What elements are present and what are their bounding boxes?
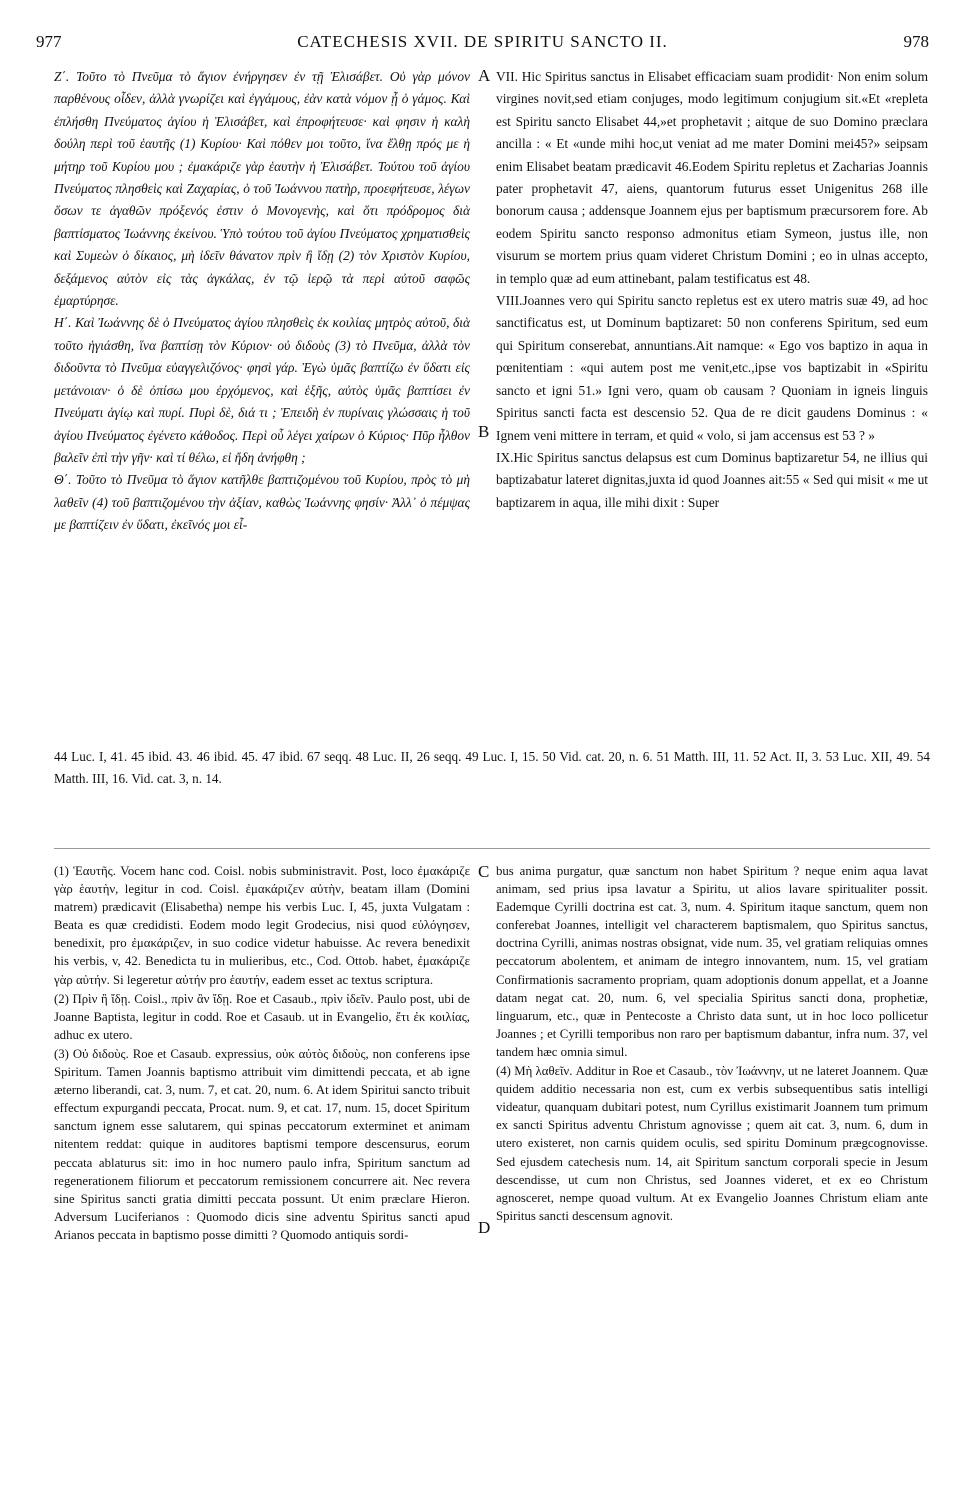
scripture-references: 44 Luc. I, 41. 45 ibid. 43. 46 ibid. 45. 47 ibid. 67 seqq. 48 Luc. II, 26 seqq. 49 Luc. I, 15. 50 Vid. cat. 20, n. 6. 51 Matth. III, 11. 52 Act. II, 3. 53 Luc. XII, 49. 54 Matth. III, 16. Vid. cat. 3, n. 14. bbox=[54, 749, 930, 786]
greek-text-column bbox=[54, 66, 470, 738]
greek-paragraph: Θ΄. Τοῦτο τὸ Πνεῦμα τὸ ἅγιον κατῆλθε βαπτιζομένου τοῦ Κυρίου, πρὸς τὸ μὴ λαθεῖν (4) τοῦ βαπτιζομένου τὴν ἀξίαν, καθὼς Ἰωάννης φησίν· Ἀλλ᾿ ὁ πέμψας με βαπτίζειν ἐν ὕδατι, ἐκεῖνός μοι εἶ- bbox=[54, 472, 470, 533]
greek-paragraph: Η΄. Καὶ Ἰωάννης δὲ ὁ Πνεύματος ἁγίου πλησθεὶς ἐκ κοιλίας μητρὸς αὐτοῦ, διὰ τοῦτο ἡγιάσθη, ἵνα βαπτίσῃ τὸν Κύριον· οὐ διδοὺς (3) τὸ Πνεῦμα, ἀλλὰ τὸν διδοῦντα τὸ Πνεῦμα εὐαγγελιζόνος· φησὶ γάρ. Ἐγὼ ὑμᾶς βαπτίζω ἐν ὕδατι εἰς μετάνοιαν· ὁ δὲ ὀπίσω μου ἐρχόμενος, καὶ ἑξῆς, αὐτὸς ὑμᾶς βαπτίσει ἐν Πνεύματι ἁγίῳ καὶ πυρί. Πυρὶ δὲ, διά τι ; Ἐπειδὴ ἐν πυρίναις γλώσσαις ἡ τοῦ ἁγίου Πνεύματος ἐγένετο κάθοδος. Περὶ οὗ λέγει χαίρων ὁ Κύριος· Πῦρ ἦλθον βαλεῖν ἐπὶ τὴν γῆν· καὶ τί θέλω, εἰ ἤδη ἀνήφθη ; bbox=[54, 315, 470, 465]
latin-paragraph: VIII.Joannes vero qui Spiritu sancto repletus est ex utero matris suæ 49, ad hoc sanctificatus est, ut Dominum baptizaret: 50 non conferens Spiritum, sed eum qui Spiritum conserebat, annuntians.Ait namque: « Ego vos baptizo in aqua in pœnitentiam : «qui autem post me venit,etc.,ipse vos baptizabit in «Spiritu sancto et igni 51.» Igni vero, quam ob causam ? Quoniam in igneis linguis Spiritus sancti facta est descensio 52. Qua de re dicit gaudens Dominus : « Ignem veni mittere in terram, et quid « volo, si jam accensus est 53 ? » bbox=[496, 293, 928, 443]
latin-paragraph: VII. Hic Spiritus sanctus in Elisabet efficaciam suam prodidit· Non enim solum virgines novit,sed etiam conjuges, modo legitimum conjugium sit.«Et «repleta est Spiritu sancto Elisabet 44,»et prophetavit ; aitque de suo Domino præclara ancilla : « Et «unde mihi hoc,ut veniat ad me mater Domini mei45?» seipsam enim Elisabet beatam prædicavit 46.Eodem Spiritu repletus et Zacharias Joannis pater prophetavit 47, aiens, quantorum futurus esset Unigenitus 268 ille bonorum causa ; addensque Joannem ejus per baptismum præcursorem fore. Ab eodem Spiritu sancto responso admonitus etiam Symeon, justus ille, non visurum se mortem prius quam videret Christum Domini ; eo in ulnas accepto, in templo quæ ad eum attinebant, palam testificatus est 48. bbox=[496, 69, 928, 286]
page-number-left: 977 bbox=[36, 32, 62, 51]
footnote: (2) Πρὶν ἢ ἴδῃ. Coisl., πρὶν ἂν ἴδῃ. Roe et Casaub., πρὶν ἰδεῖν. Paulo post, ubi de Joanne Baptista, legitur in codd. Roe et Casaub. ut in Evangelio, ἔτι ἐκ κοιλίας, adhuc ex utero. bbox=[54, 991, 470, 1042]
page-number-right: 978 bbox=[903, 32, 929, 51]
latin-text-column bbox=[496, 66, 928, 738]
running-header bbox=[0, 32, 965, 60]
section-marker-d: D bbox=[478, 1218, 491, 1237]
section-marker-b: B bbox=[478, 422, 490, 441]
footnote: (4) Μὴ λαθεῖν. Additur in Roe et Casaub., τὸν Ἰωάννην, ut ne lateret Joannem. Quæ quidem additio necessaria non est, cum ex verbis subsequentibus satis intelligi videatur, quanquam dubitari potest, num Cyrillus existimarit Joannem tum primum ex sancti Spiritus adventu Christum agnovisse ; quem ait cat. 3, num. 6, dum in utero existeret, non carnis quidem oculis, sed spiritu Dominum prægcognovisse. Sed ejusdem catechesis num. 14, ait Spiritum sanctum corporali specie in Jesum descendisse, ut cum non Christus, sed Joannes videret, et ex eo Christum agnosceret, nempe quoad vultum. At ex Evangelio Joannes Christum eliam ante Spiritus sancti descensum agnovit. bbox=[496, 1064, 928, 1223]
footnote: (1) Ἑαυτῆς. Vocem hanc cod. Coisl. nobis subministravit. Post, loco ἐμακάριζε γὰρ ἑαυτὴν, legitur in cod. Coisl. ἐμακάριζεν αὐτὴν, beatam illam (Domini matrem) prædicavit (Elisabetha) nempe his verbis Luc. I, 45, juxta Vulgatam : Beata es quæ credidisti. Eodem modo legit Grodecius, nisi quod εὐλόγησεν, benedixit, pro ἐμακάριζεν, in suo codice videtur habuisse. Ac revera benedixit his verbis, v, 42. Benedicta tu in mulieribus, etc., Cod. Ottob. habet, ἐμακάριζε γὰρ αὐτήν. Si legeretur αὐτήν pro ἑαυτήν, eadem esset ac textus scriptura. bbox=[54, 864, 470, 987]
greek-paragraph: Ζ΄. Τοῦτο τὸ Πνεῦμα τὸ ἅγιον ἐνήργησεν ἐν τῇ Ἐλισάβετ. Οὐ γὰρ μόνον παρθένους οἶδεν, ἀλλὰ γνωρίζει καὶ ἐγγάμους, ἐὰν κατὰ νόμον ᾖ ὁ γάμος. Καὶ ἐπλήσθη Πνεύματος ἁγίου ἡ Ἐλισάβετ, καὶ ἐπροφήτευσε· καὶ φησιν ἡ καλὴ δούλη περὶ τοῦ ἑαυτῆς (1) Κυρίου· Καὶ πόθεν μοι τοῦτο, ἵνα ἔλθῃ πρός με ἡ μήτηρ τοῦ Κυρίου μου ; ἐμακάριζε γὰρ ἑαυτὴν ἡ Ἐλισάβετ. Τούτου τοῦ ἁγίου Πνεύματος πλησθεὶς καὶ Ζαχαρίας, ὁ τοῦ Ἰωάννου πατὴρ, προεφήτευσε, λέγων ὅσων τε ἀγαθῶν πρόξενός ἐστιν ὁ Μονογενὴς, καὶ ὅτι πρόδρομος διὰ βαπτίσματος Ἰωάννης ἐκείνου. Ὑπὸ τούτου τοῦ ἁγίου Πνεύματος χρηματισθεὶς καὶ Συμεὼν ὁ δίκαιος, μὴ ἰδεῖν θάνατον πρὶν ἢ ἴδῃ (2) τὸν Χριστὸν Κυρίου, δεξάμενος αὐτὸν εἰς τὰς ἀγκάλας, ἐν τῷ ἱερῷ τὰ περὶ αὐτοῦ σαφῶς ἐμαρτύρησε. bbox=[54, 69, 470, 309]
latin-paragraph: IX.Hic Spiritus sanctus delapsus est cum Dominus baptizaretur 54, ne illius qui baptizabatur lateret dignitas,juxta id quod Joannes ait:55 « Sed qui misit « me ut baptizarem in aqua, ille mihi dixit : Super bbox=[496, 449, 928, 510]
section-marker-c: C bbox=[478, 862, 490, 881]
footnote: bus anima purgatur, quæ sanctum non habet Spiritum ? neque enim aqua lavat animam, sed prius ipsa lavatur a Spiritu, ut alios lavare spiritualiter possit. Eademque Cyrilli doctrina est cat. 3, num. 4. Spiritum itaque sanctum, quem non conferebat Joannes, intelligit vel characterem baptismalem, quo Spiritus sanctus, doctrina Cyrilli, animas nostras obsignat, vide num. 35, vel gratiam reliquias omnes peccatorum abolentem, et animam de integro innovantem, num. 15, vel gratiam Confirmationis sacramento propriam, quam adoptionis donum appellat, et a Joanne datam negat cat. 20, num. 6, vel specialia Spiritus sancti dona, prophetiæ, linguarum, etc., quæ in Pentecoste a Christo data sunt, ut in hoc loco pollicetur Joannes ; et Cyrilli temporibus non raro per baptismum dabantur, infra num. 37, vel tandem hæc omnia simul. bbox=[496, 864, 928, 1059]
footnote: (3) Οὐ διδοὺς. Roe et Casaub. expressius, οὐκ αὐτὸς διδοὺς, non conferens ipse Spiritum. Tamen Joannis baptismo attribuit vim dimittendi peccata, et ab igne æterno liberandi, cat. 3, num. 7, et cat. 20, num. 6. At idem Spiritui sancto tribuit effectum expurgandi peccata, Procat. num. 9, et cat. 17, num. 15, docet Spiritum sanctum ignem esse salutarem, qui spinas peccatorum exterminet et animam nitentem reddat: quique in auditores baptismi tempore descensurus, eorum peccata ablaturus sit: imo in hoc numero paulo infra, Spiritum sanctum ad regenerationem filiorum et peccatorum remissionem concurrere ait. Nec revera sine Spiritus sancti gratia dimitti peccata possunt. Ut enim præclare Hieron. Adversum Luciferianos : Quomodo dicis sine adventu Spiritus sancti apud Arianos peccata in baptismo posse dimitti ? Quomodo antiquis sordi- bbox=[54, 1046, 470, 1242]
page-title: CATECHESIS XVII. DE SPIRITU SANCTO II. bbox=[297, 32, 668, 51]
section-marker-a: A bbox=[478, 66, 491, 85]
footnotes-right-column bbox=[496, 862, 928, 1462]
footnotes-left-column bbox=[54, 862, 470, 1462]
footnote-divider bbox=[54, 848, 930, 849]
